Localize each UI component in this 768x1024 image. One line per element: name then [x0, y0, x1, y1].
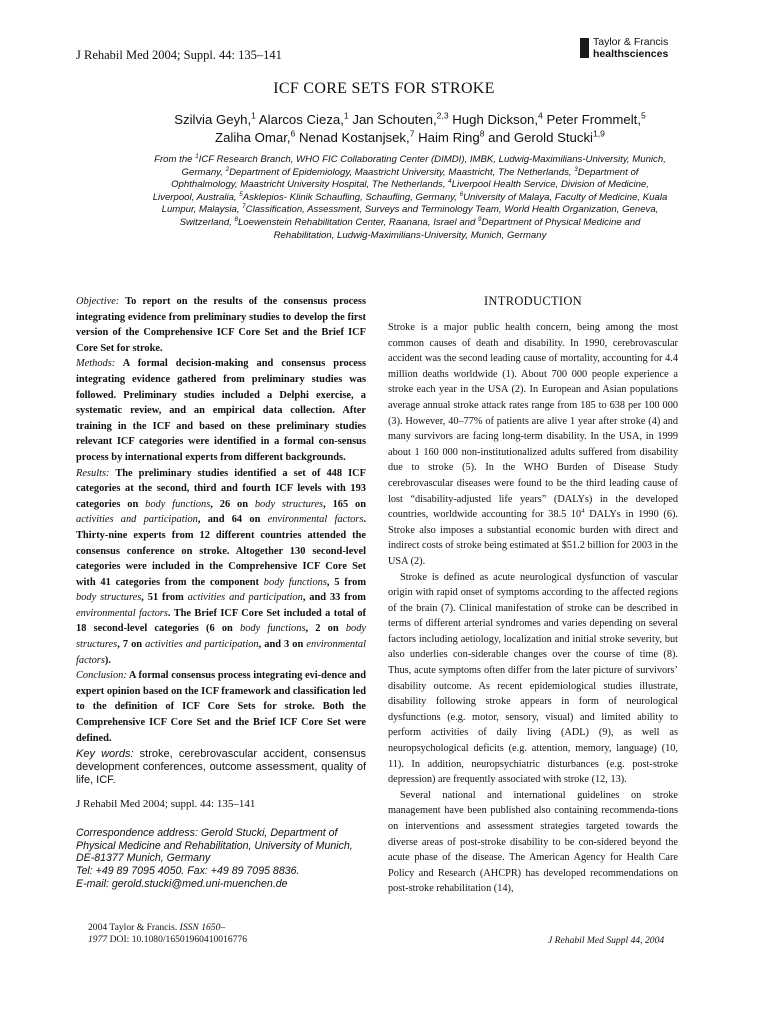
publisher-logo-icon — [580, 38, 589, 58]
intro-paragraph-3: Several national and international guidelines on stroke management have been published also containing recommenda-tions on interventions and assessment strategies targeted towards the diverse areas of post-stroke disability to be con-sidered beyond the acute phase of the disease. The American Agency for Health Care Policy and Research (AHCPR) has developed recommendations on post-stroke rehabilitation (14), — [388, 789, 678, 895]
journal-reference: J Rehabil Med 2004; Suppl. 44: 135–141 — [76, 48, 282, 62]
publisher-name: Taylor & Francis — [593, 36, 669, 48]
abstract-objective: Objective: To report on the results of the consensus process integrating evidence from preliminary studies to develop the first version of the Comprehensive ICF Core Set and the Brief ICF Core Set for stroke. — [76, 296, 366, 354]
publisher-division: healthsciences — [593, 48, 669, 60]
affiliations: From the $^1$ICF Research Branch, WHO FIC Collaborating Center (DIMDI), IMBK, Ludwig-Maximilians-University, Munich, Germany, $^2$Department of Epidemiology, Maastricht University, Maastricht, The Netherlands, $^3$Department of Ophthalmology, Maastricht University Hospital, The Netherlands, $^4$Liverpool Health Service, Division of Medicine, Liverpool, Australia, $^5$Asklepios- Klinik Schaufling, Schaufling, Germany, $^6$University of Malaya, Faculty of Medicine, Kuala Lumpur, Malaysia, $^7$Classification, Assessment, Surveys and Terminology Team, World Health Organization, Geneva, Switzerland, $^8$Loewenstein Rehabilitation Center, Raanana, Israel and $^9$Department of Physical Medicine and Rehabilitation, Ludwig-Maximilians-University, Munich, Germany — [152, 152, 668, 241]
footer-copyright: 2004 Taylor & Francis. ISSN 1650– 1977 DOI: 10.1080/16501960410016776 — [88, 922, 248, 945]
abstract-column — [76, 294, 366, 891]
doi[interactable]: DOI: 10.1080/16501960410016776 — [107, 933, 248, 945]
footer-journal: J Rehabil Med Suppl 44, 2004 — [548, 935, 665, 946]
abstract-conclusion: Conclusion: A formal consensus process integrating evi-dence and expert opinion based on the ICF framework and classification led to the definition of ICF Core Sets for stroke. Both the Comprehensive ICF Core Set and the Brief ICF Core Set were defined. — [76, 670, 366, 744]
abstract-results: Results: The preliminary studies identified a set of 448 ICF categories at the second, third and fourth ICF levels with 193 categories on body functions, 26 on body structures, 165 on activities and participation, and 64 on environmental factors. Thirty-nine experts from 12 different countries attended the consensus conference on stroke. Altogether 130 second-level categories were included in the Comprehensive ICF Core Set with 41 categories from the component body functions, 5 from body structures, 51 from activities and participation, and 33 from environmental factors. The Brief ICF Core Set included a total of 18 second-level categories (6 on body functions, 2 on body structures, 7 on activities and participation, and 3 on environmental factors). — [76, 467, 367, 666]
article-title: ICF CORE SETS FOR STROKE — [273, 80, 495, 97]
author-list: Szilvia Geyh,$^1$ Alarcos Cieza,$^1$ Jan Schouten,$^{2,3}$ Hugh Dickson,$^4$ Peter Frommelt,$^5$ Zaliha Omar,$^6$ Nenad Kostanjsek,$^7$ Haim Ring$^8$ and Gerold Stucki$^{1,9}$ — [174, 110, 646, 145]
keywords: Key words: stroke, cerebrovascular accident, consensus development conferences, outcome assessment, quality of life, ICF. — [76, 748, 366, 787]
intro-paragraph-1: Stroke is a major public health concern, being among the most common causes of death and disability. In 1990, cerebrovascular accident was the second leading cause of mortality, accounting for 4.4 million deaths worldwide (1). About 700 000 people experience a stroke each year in the USA (2). In European and Asian populations average annual stroke attack rates range from 185 to 638 per 100 000 (3). However, 40–77% of patients are alive 1 year after stroke (4) and many survivors are facing long-term disability. In the USA, in 1999 about 1 160 000 non-institutionalized adults suffered from disability due to stroke (5). In the WHO Burden of Disease Study cerebrovascular diseases were found to be the third leading cause of lost “disability-adjusted life years” (DALYs) in the developed countries, worldwide accounting for 38.5 $10^4$ DALYs in 1990 (6). Stroke also imposes a substantial economic burden with direct and indirect costs of stroke being estimated at $51.2 billion for 2003 in the USA (2). — [388, 322, 678, 567]
corresponding-email[interactable]: E-mail: gerold.stucki@med.uni-muenchen.de — [76, 878, 288, 890]
correspondence-address: Correspondence address: Gerold Stucki, Department of Physical Medicine and Rehabilitation, University of Munich, DE-81377 Munich, Germany Tel: +49 89 7095 4050. Fax: +49 89 7095 8836. E-mail: gerold.stucki@med.uni-muenchen.de — [76, 826, 353, 890]
introduction-heading: INTRODUCTION — [483, 294, 583, 308]
intro-paragraph-2: Stroke is defined as acute neurological dysfunction of vascular origin with rapid onset of symptoms according to the affected regions of the brain (7). Clinical manifestation of stroke can be described in terms of different arterial syndromes and varies depending on several factors including aetiology, localization and initial stroke severity, but also underlies con-siderable changes over the course of time (8). Thus, acute symptoms often differ from the later picture of survivors’ disability outcome. As recent epidemiological studies illustrate, disability following stroke appears in form of neurological dysfunctions (e.g. motor, sensory, visual) and limited ability to perform activities of daily living (ADL) (9), as well as neuropsychological deficits (e.g. attention, memory, language) (10, 11). In addition, neuropsychiatric disturbances (e.g. post-stroke depression) are frequently associated with stroke (12, 13). — [388, 571, 678, 786]
publisher-logo — [580, 36, 668, 60]
introduction-column — [388, 320, 678, 897]
citation-line: J Rehabil Med 2004; suppl. 44: 135–141 — [76, 798, 256, 811]
abstract-methods: Methods: A formal decision-making and consensus process integrating evidence gathered from preliminary studies was followed. Preliminary studies included a Delphi exercise, a systematic review, and an empirical data collection. After training in the ICF and based on these preliminary studies relevant ICF categories were identified in a formal con-sensus process by international experts from different backgrounds. — [76, 358, 366, 463]
